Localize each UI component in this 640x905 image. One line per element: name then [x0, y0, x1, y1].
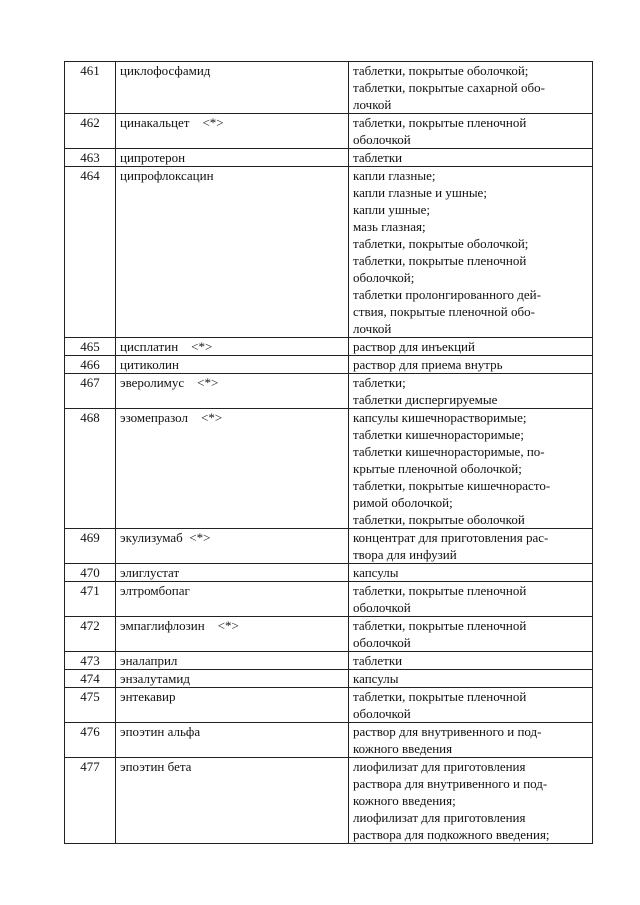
dosage-form-line: капли глазные и ушные;: [353, 185, 487, 200]
drug-name: эпоэтин альфа: [116, 723, 349, 758]
table-row: [65, 582, 593, 617]
dosage-forms: [349, 670, 593, 688]
dosage-form-line: раствор для внутривенного и под-: [353, 724, 542, 739]
dosage-form-line: лиофилизат для приготовления: [353, 810, 526, 825]
dosage-form-line: капли ушные;: [353, 202, 430, 217]
dosage-form-line: раствора для подкожного введения;: [353, 827, 550, 842]
dosage-forms: [349, 582, 593, 617]
table-row: [65, 652, 593, 670]
table-row: [65, 149, 593, 167]
row-number: 476: [65, 723, 116, 758]
drug-name: цисплатин <*>: [116, 338, 349, 356]
row-number: 474: [65, 670, 116, 688]
dosage-form-line: капсулы: [353, 671, 399, 686]
row-number: 469: [65, 529, 116, 564]
dosage-form-line: крытые пленочной оболочкой;: [353, 461, 522, 476]
dosage-forms: [349, 167, 593, 338]
dosage-form-line: мазь глазная;: [353, 219, 426, 234]
dosage-form-line: лочкой: [353, 321, 392, 336]
dosage-form-line: таблетки, покрытые пленочной: [353, 253, 527, 268]
table-row: [65, 688, 593, 723]
dosage-forms: [349, 114, 593, 149]
drug-name: эмпаглифлозин <*>: [116, 617, 349, 652]
row-number: 461: [65, 62, 116, 114]
row-number: 470: [65, 564, 116, 582]
dosage-form-line: оболочкой: [353, 706, 411, 721]
table-row: [65, 670, 593, 688]
row-number: 464: [65, 167, 116, 338]
drug-name: цитиколин: [116, 356, 349, 374]
dosage-form-line: таблетки: [353, 150, 403, 165]
dosage-form-line: таблетки, покрытые пленочной: [353, 618, 527, 633]
dosage-form-line: таблетки пролонгированного дей-: [353, 287, 541, 302]
dosage-forms: [349, 149, 593, 167]
dosage-form-line: таблетки, покрытые оболочкой: [353, 512, 525, 527]
dosage-form-line: концентрат для приготовления рас-: [353, 530, 549, 545]
dosage-forms: [349, 652, 593, 670]
dosage-form-line: оболочкой: [353, 132, 411, 147]
table-row: [65, 409, 593, 529]
drug-name: экулизумаб <*>: [116, 529, 349, 564]
dosage-form-line: капли глазные;: [353, 168, 436, 183]
drug-name: энтекавир: [116, 688, 349, 723]
drug-name: ципрофлоксацин: [116, 167, 349, 338]
drug-name: цинакальцет <*>: [116, 114, 349, 149]
dosage-form-line: оболочкой;: [353, 270, 415, 285]
row-number: 465: [65, 338, 116, 356]
dosage-forms: [349, 617, 593, 652]
dosage-form-line: таблетки;: [353, 375, 406, 390]
dosage-form-line: оболочкой: [353, 635, 411, 650]
drug-name: элиглустат: [116, 564, 349, 582]
drug-table: [64, 61, 593, 844]
drug-name: ципротерон: [116, 149, 349, 167]
row-number: 472: [65, 617, 116, 652]
dosage-form-line: таблетки: [353, 653, 403, 668]
drug-name: эверолимус <*>: [116, 374, 349, 409]
dosage-forms: [349, 409, 593, 529]
dosage-forms: [349, 758, 593, 844]
dosage-form-line: оболочкой: [353, 600, 411, 615]
dosage-form-line: твора для инфузий: [353, 547, 457, 562]
row-number: 462: [65, 114, 116, 149]
dosage-form-line: лочкой: [353, 97, 392, 112]
table-row: [65, 617, 593, 652]
dosage-form-line: таблетки, покрытые оболочкой;: [353, 236, 529, 251]
table-row: [65, 529, 593, 564]
row-number: 477: [65, 758, 116, 844]
dosage-forms: [349, 723, 593, 758]
row-number: 473: [65, 652, 116, 670]
table-row: [65, 167, 593, 338]
table-row: [65, 374, 593, 409]
dosage-form-line: таблетки, покрытые пленочной: [353, 689, 527, 704]
table-row: [65, 114, 593, 149]
drug-table-body: [65, 62, 593, 844]
dosage-forms: [349, 529, 593, 564]
dosage-forms: [349, 374, 593, 409]
row-number: 463: [65, 149, 116, 167]
dosage-form-line: капсулы: [353, 565, 399, 580]
drug-name: эзомепразол <*>: [116, 409, 349, 529]
row-number: 466: [65, 356, 116, 374]
dosage-form-line: таблетки кишечнорасторимые;: [353, 427, 524, 442]
table-row: [65, 758, 593, 844]
dosage-form-line: раствор для инъекций: [353, 339, 475, 354]
drug-name: элтромбопаг: [116, 582, 349, 617]
dosage-form-line: кожного введения: [353, 741, 453, 756]
row-number: 475: [65, 688, 116, 723]
row-number: 467: [65, 374, 116, 409]
row-number: 468: [65, 409, 116, 529]
drug-name: энзалутамид: [116, 670, 349, 688]
dosage-form-line: таблетки диспергируемые: [353, 392, 498, 407]
dosage-form-line: римой оболочкой;: [353, 495, 453, 510]
drug-name: эпоэтин бета: [116, 758, 349, 844]
dosage-forms: [349, 62, 593, 114]
table-row: [65, 62, 593, 114]
dosage-form-line: таблетки, покрытые кишечнорасто-: [353, 478, 551, 493]
dosage-forms: [349, 564, 593, 582]
table-row: [65, 356, 593, 374]
dosage-form-line: таблетки, покрытые оболочкой;: [353, 63, 529, 78]
row-number: 471: [65, 582, 116, 617]
dosage-form-line: лиофилизат для приготовления: [353, 759, 526, 774]
dosage-form-line: раствора для внутривенного и под-: [353, 776, 548, 791]
dosage-form-line: ствия, покрытые пленочной обо-: [353, 304, 535, 319]
drug-name: эналаприл: [116, 652, 349, 670]
dosage-form-line: кожного введения;: [353, 793, 456, 808]
dosage-forms: [349, 688, 593, 723]
dosage-forms: [349, 338, 593, 356]
table-row: [65, 564, 593, 582]
table-row: [65, 723, 593, 758]
dosage-forms: [349, 356, 593, 374]
table-row: [65, 338, 593, 356]
dosage-form-line: капсулы кишечнорастворимые;: [353, 410, 527, 425]
drug-name: циклофосфамид: [116, 62, 349, 114]
dosage-form-line: раствор для приема внутрь: [353, 357, 503, 372]
dosage-form-line: таблетки кишечнорасторимые, по-: [353, 444, 545, 459]
dosage-form-line: таблетки, покрытые пленочной: [353, 583, 527, 598]
dosage-form-line: таблетки, покрытые сахарной обо-: [353, 80, 545, 95]
dosage-form-line: таблетки, покрытые пленочной: [353, 115, 527, 130]
